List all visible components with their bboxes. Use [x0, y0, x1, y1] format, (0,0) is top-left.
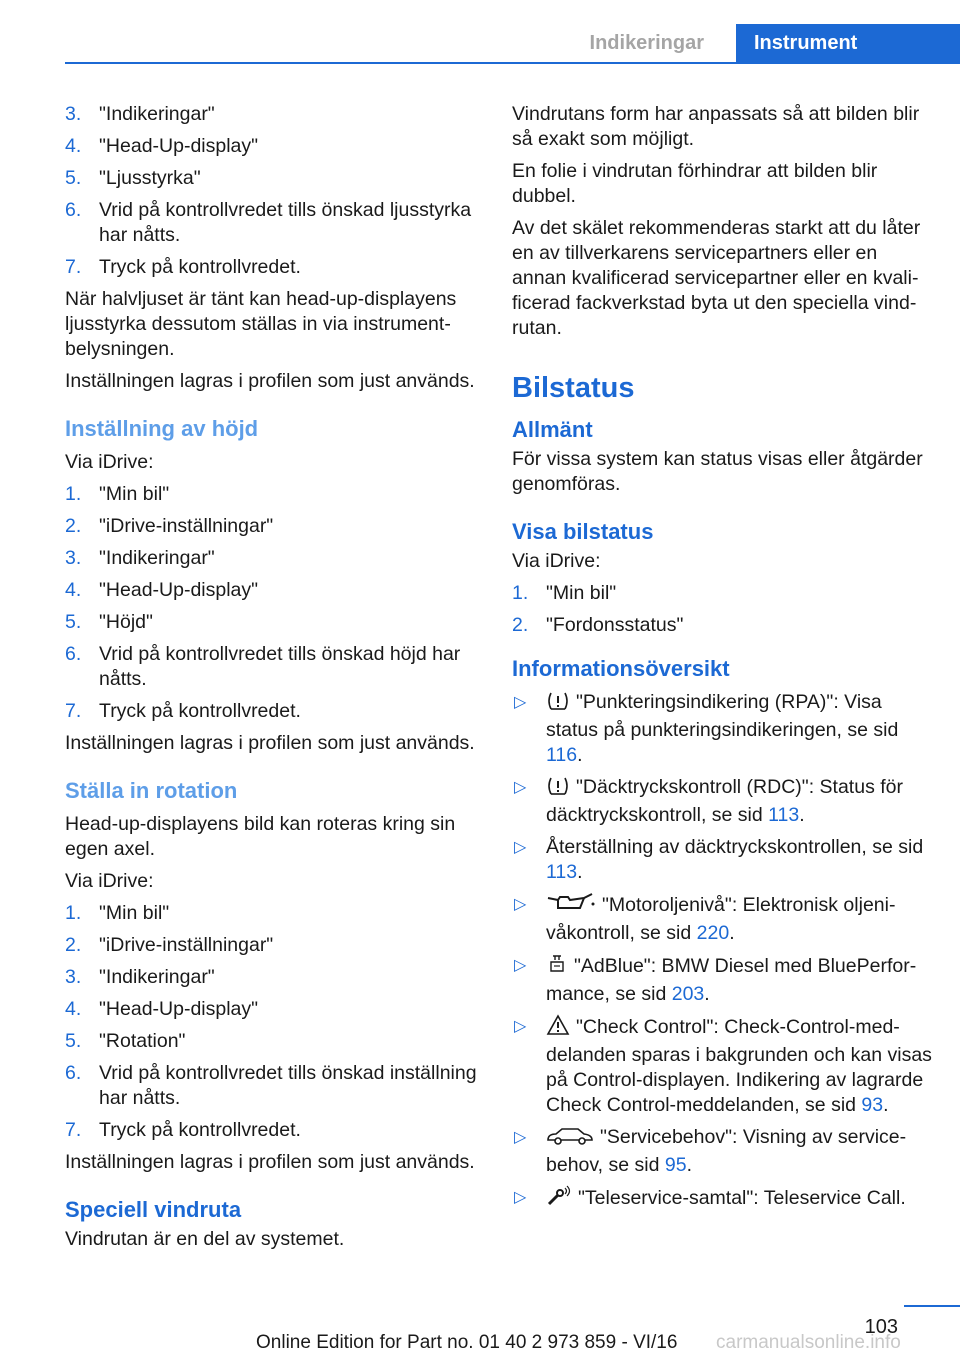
section-heading-allmant: Allmänt	[512, 417, 593, 442]
list-item	[65, 578, 483, 603]
page-reference-link[interactable]: 116	[546, 744, 578, 766]
status-steps-list	[512, 581, 932, 638]
list-item	[65, 198, 483, 248]
body-text: Vindrutan är en del av systemet.	[65, 1228, 345, 1250]
list-item	[65, 965, 483, 990]
list-item-punctuation: .	[883, 1094, 889, 1116]
list-item-text: "Däcktryckskontroll (RDC)": Status för däcktryckskontroll, se sid	[546, 776, 903, 826]
list-item-number: 1.	[65, 483, 82, 505]
list-item-text: "Check Control": Check-Control-meddelanden sparas i bakgrunden och kan visas på Control-displayen. Indikering av lagrarde Check Control-meddelanden, se sid	[546, 1016, 932, 1116]
list-item	[512, 892, 932, 946]
list-item-punctuation: .	[577, 744, 583, 766]
list-item-number: 1.	[512, 582, 529, 604]
list-item-text: "Punkteringsindikering (RPA)": Visa status på punkteringsindikeringen, se sid	[546, 691, 899, 741]
page-reference-link[interactable]: 113	[546, 861, 578, 883]
list-item-text: "Höjd"	[99, 611, 153, 633]
list-item-text: Tryck på kontrollvredet.	[99, 256, 301, 278]
list-item	[65, 1029, 483, 1054]
list-item-punctuation: .	[577, 861, 583, 883]
list-item	[512, 1125, 932, 1178]
list-item-number: 3.	[65, 966, 82, 988]
list-item-text: "Min bil"	[546, 582, 617, 604]
info-overview-list	[512, 690, 932, 1214]
list-item-number: 4.	[65, 135, 82, 157]
list-item	[65, 166, 483, 191]
list-item	[65, 1061, 483, 1111]
list-item-text: Tryck på kontrollvredet.	[99, 700, 301, 722]
list-item-text: "Head-Up-display"	[99, 135, 259, 157]
list-item-number: 6.	[65, 199, 82, 221]
list-item-content	[546, 836, 923, 883]
list-item-content	[546, 1016, 932, 1116]
list-item	[512, 1185, 932, 1214]
list-item	[65, 933, 483, 958]
warning-triangle-icon	[546, 1014, 570, 1043]
page-number: 103	[864, 1316, 898, 1338]
adblue-icon	[546, 953, 568, 982]
header-chapter-tab: Instrument	[736, 24, 960, 62]
list-item-number: 7.	[65, 256, 82, 278]
list-item	[65, 134, 483, 159]
body-text: Vindrutans form har anpassats så att bilden blir så exakt som möjligt.	[512, 103, 920, 150]
edition-text: Online Edition for Part no. 01 40 2 973 859 - VI/16	[256, 1332, 678, 1353]
list-item	[512, 953, 932, 1007]
list-item	[65, 1118, 483, 1143]
service-car-icon	[546, 1126, 594, 1153]
list-item-text: Vrid på kontrollvredet tills önskad inställning har nåtts.	[99, 1062, 477, 1109]
rotation-steps-list	[65, 901, 483, 1143]
list-item	[512, 613, 932, 638]
bullet-triangle-icon: ▷	[514, 694, 527, 711]
list-item	[65, 482, 483, 507]
body-text: Inställningen lagras i profilen som just används.	[65, 732, 475, 754]
section-heading-visa: Visa bilstatus	[512, 519, 654, 544]
list-item-content	[546, 894, 895, 944]
list-item	[65, 901, 483, 926]
body-text: En folie i vindrutan förhindrar att bilden blir dubbel.	[512, 160, 878, 207]
list-item-text: "Indikeringar"	[99, 547, 215, 569]
list-item-text: "Rotation"	[99, 1030, 186, 1052]
bullet-triangle-icon: ▷	[514, 1189, 527, 1206]
list-item-text: "Min bil"	[99, 902, 170, 924]
list-item	[65, 997, 483, 1022]
page-reference-link[interactable]: 95	[664, 1154, 687, 1176]
body-text: Head-up-displayens bild kan roteras kring sin egen axel.	[65, 813, 456, 860]
section-heading-info: Informationsöversikt	[512, 656, 730, 681]
list-item-text: Tryck på kontrollvredet.	[99, 1119, 301, 1141]
tire-warning-icon	[546, 776, 570, 803]
list-item	[512, 690, 932, 768]
list-item	[512, 581, 932, 606]
list-item-number: 4.	[65, 998, 82, 1020]
list-item-text: "Min bil"	[99, 483, 170, 505]
body-text: Inställningen lagras i profilen som just används.	[65, 370, 475, 392]
wrench-call-icon	[546, 1185, 572, 1214]
list-item-text: "Teleservice-samtal": Teleservice Call.	[578, 1187, 906, 1209]
list-item	[65, 514, 483, 539]
list-item-content	[546, 955, 916, 1005]
list-item-number: 5.	[65, 611, 82, 633]
section-heading-rotation: Ställa in rotation	[65, 778, 238, 803]
section-heading-height: Inställning av höjd	[65, 416, 259, 441]
list-item	[65, 642, 483, 692]
watermark-text: carmanualsonline.info	[716, 1332, 901, 1353]
list-item-text: "Indikeringar"	[99, 966, 215, 988]
page-reference-link[interactable]: 93	[861, 1094, 884, 1116]
chapter-heading-bilstatus: Bilstatus	[512, 372, 635, 404]
list-item-content	[546, 691, 898, 766]
list-item-text: "Servicebehov": Visning av servicebehov, se sid	[546, 1126, 907, 1176]
footer-rule	[904, 1305, 960, 1307]
list-item-text: "Fordonsstatus"	[546, 614, 684, 636]
list-item-number: 2.	[512, 614, 529, 636]
list-item-number: 3.	[65, 103, 82, 125]
list-item-number: 5.	[65, 1030, 82, 1052]
list-item	[512, 1014, 932, 1118]
bullet-triangle-icon: ▷	[514, 839, 527, 856]
section-heading-windshield: Speciell vindruta	[65, 1197, 242, 1222]
list-item-number: 1.	[65, 902, 82, 924]
page-reference-link[interactable]: 203	[671, 983, 705, 1005]
list-item	[512, 775, 932, 828]
list-item	[65, 610, 483, 635]
list-item-number: 2.	[65, 515, 82, 537]
list-item-number: 7.	[65, 1119, 82, 1141]
via-idrive-label: Via iDrive:	[65, 451, 154, 473]
body-text: När halvljuset är tänt kan head-up-displayens ljusstyrka dessutom ställas in via instrumentbelysningen.	[65, 288, 457, 360]
list-item-text: "Indikeringar"	[99, 103, 215, 125]
bullet-triangle-icon: ▷	[514, 1018, 527, 1035]
page-reference-link[interactable]: 113	[768, 804, 800, 826]
list-item-number: 7.	[65, 700, 82, 722]
tire-warning-icon	[546, 691, 570, 718]
height-steps-continued	[65, 102, 483, 280]
list-item-punctuation: .	[799, 804, 805, 826]
list-item-number: 4.	[65, 579, 82, 601]
list-item-text: Vrid på kontrollvredet tills önskad höjd har nåtts.	[99, 643, 461, 690]
via-idrive-label: Via iDrive:	[65, 870, 154, 892]
bullet-triangle-icon: ▷	[514, 779, 527, 796]
right-column	[512, 102, 932, 1221]
list-item-number: 6.	[65, 643, 82, 665]
list-item-text: "iDrive-inställningar"	[99, 934, 274, 956]
page-reference-link[interactable]: 220	[696, 922, 730, 944]
bullet-triangle-icon: ▷	[514, 1129, 527, 1146]
list-item-text: "Head-Up-display"	[99, 998, 259, 1020]
list-item-number: 5.	[65, 167, 82, 189]
list-item-text: "Head-Up-display"	[99, 579, 259, 601]
header-section-label: Indikeringar	[589, 32, 704, 54]
list-item-punctuation: .	[729, 922, 735, 944]
page-header	[65, 24, 960, 64]
bullet-triangle-icon: ▷	[514, 896, 527, 913]
list-item	[65, 699, 483, 724]
list-item-text: Vrid på kontrollvredet tills önskad ljusstyrka har nåtts.	[99, 199, 472, 246]
list-item	[65, 102, 483, 127]
list-item-content	[546, 776, 903, 826]
body-text: För vissa system kan status visas eller åtgärder genomföras.	[512, 448, 923, 495]
body-text: Inställningen lagras i profilen som just används.	[65, 1151, 475, 1173]
list-item-text: "AdBlue": BMW Diesel med BluePerformance, se sid	[546, 955, 917, 1005]
bullet-triangle-icon: ▷	[514, 957, 527, 974]
list-item	[512, 835, 932, 885]
left-column	[65, 102, 483, 1259]
list-item-content	[546, 1126, 906, 1176]
height-steps-list	[65, 482, 483, 724]
via-idrive-label: Via iDrive:	[512, 550, 601, 572]
list-item-punctuation: .	[704, 983, 710, 1005]
list-item-content	[546, 1187, 906, 1209]
list-item	[65, 546, 483, 571]
list-item-text: "Motoroljenivå": Elektronisk oljenivåkontroll, se sid	[546, 894, 896, 944]
oil-can-icon	[546, 892, 596, 921]
list-item-number: 6.	[65, 1062, 82, 1084]
list-item-punctuation: .	[686, 1154, 693, 1176]
list-item-number: 3.	[65, 547, 82, 569]
list-item	[65, 255, 483, 280]
list-item-text: "iDrive-inställningar"	[99, 515, 274, 537]
body-text: Av det skälet rekommenderas starkt att du låter en av tillverkarens servicepartners eller en annan kvalificerad servicepartner eller en kvalificerad fackverkstad byta ut den speciella vindrutan.	[512, 217, 921, 339]
list-item-text: Återställning av däcktryckskontrollen, se sid	[546, 836, 924, 858]
list-item-number: 2.	[65, 934, 82, 956]
list-item-text: "Ljusstyrka"	[99, 167, 201, 189]
